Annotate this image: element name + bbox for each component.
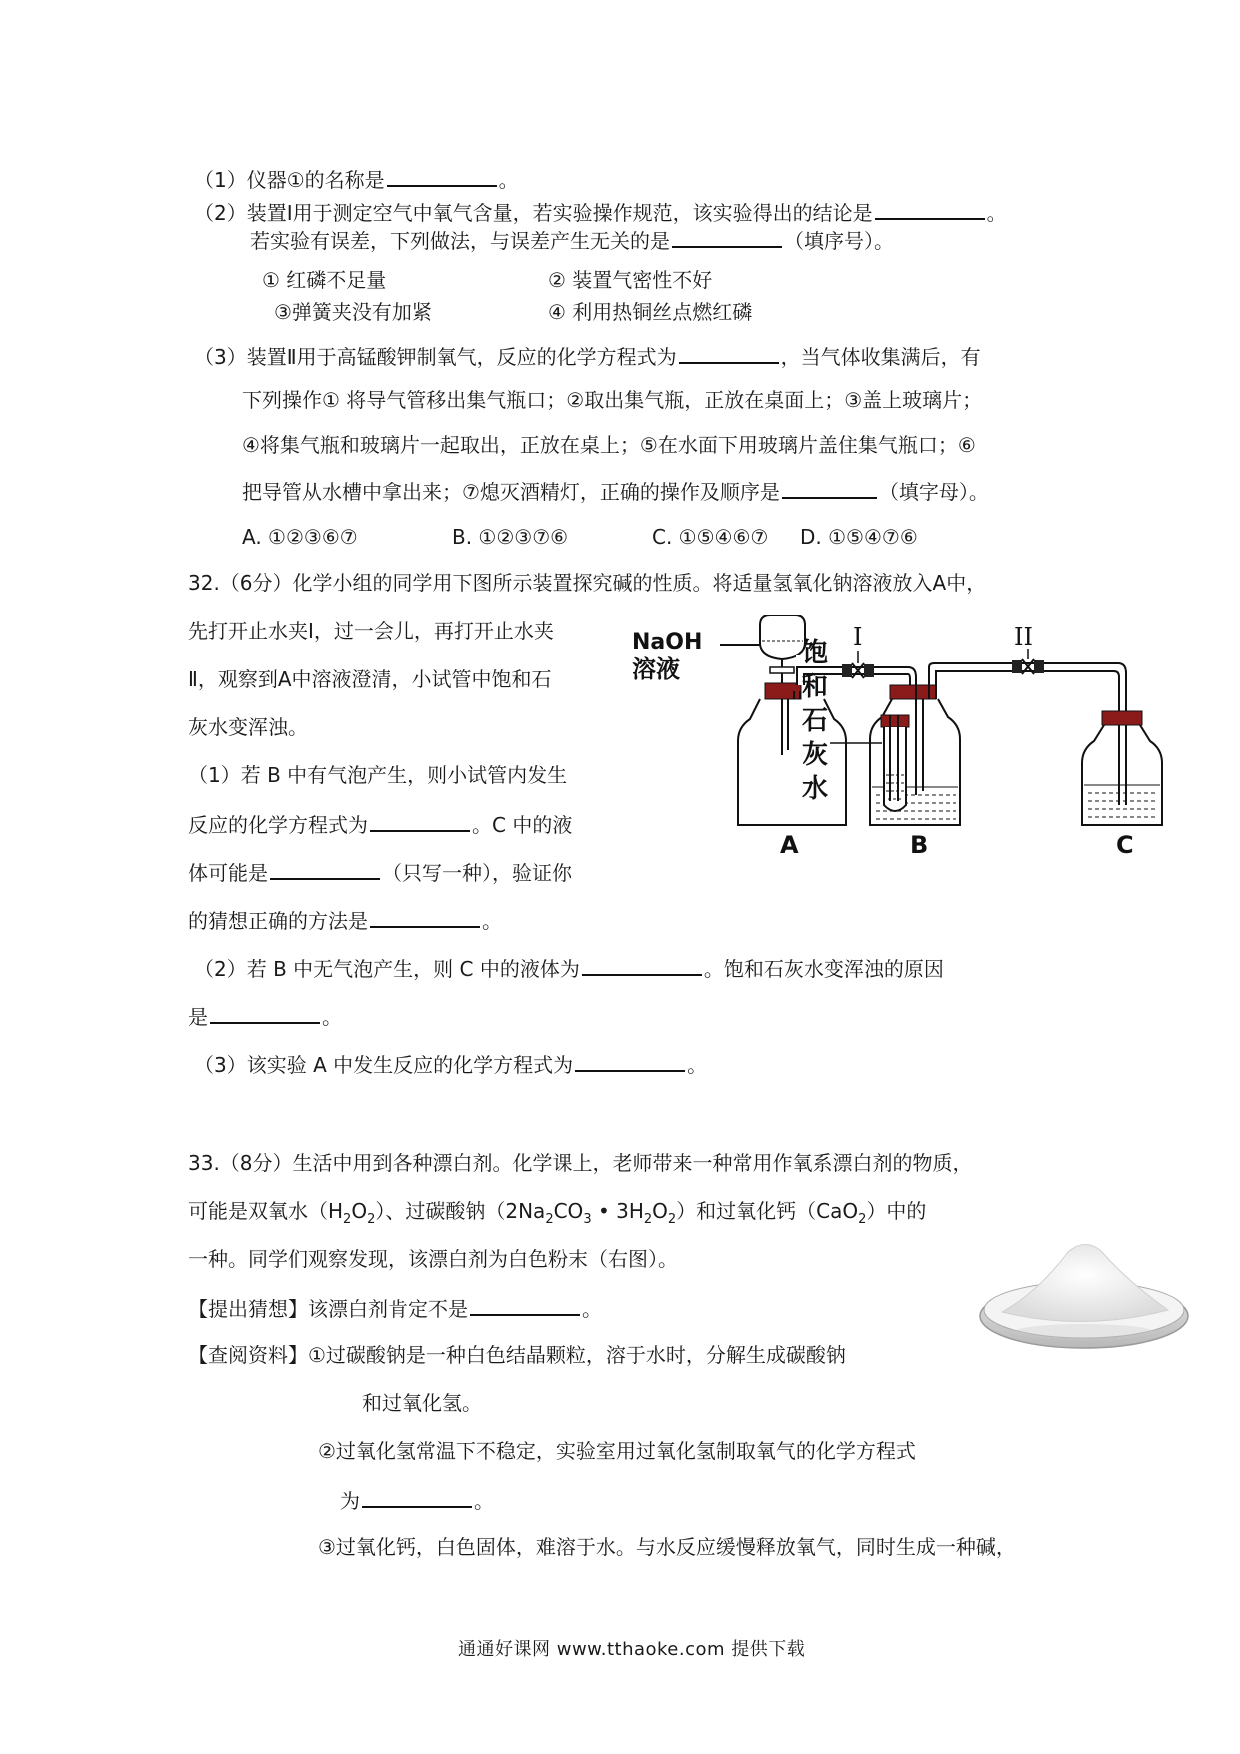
answer-blank[interactable] <box>387 163 497 187</box>
apparatus-detail <box>620 615 1180 865</box>
clamp-ii-label: II <box>1014 623 1033 651</box>
bottle-b <box>870 677 960 825</box>
answer-blank[interactable] <box>370 904 480 928</box>
q31-part1: （1）仪器①的名称是 。 <box>194 163 519 195</box>
answer-blank[interactable] <box>582 952 702 976</box>
q32-line9: （2）若 B 中无气泡产生，则 C 中的液体为 。饱和石灰水变浑浊的原因 <box>194 952 944 984</box>
q31-option-2: ② 装置气密性不好 <box>548 268 713 292</box>
q32-line10: 是 。 <box>188 1000 342 1032</box>
petri-dish-illustration <box>978 1232 1190 1354</box>
answer-blank[interactable] <box>575 1048 685 1072</box>
q31-option-4: ④ 利用热铜丝点燃红磷 <box>548 300 753 324</box>
answer-blank[interactable] <box>210 1000 320 1024</box>
answer-blank[interactable] <box>679 340 779 364</box>
q31-choice-d: D. ①⑤④⑦⑥ <box>800 525 918 549</box>
q32-line1: 32.（6分）化学小组的同学用下图所示装置探究碱的性质。将适量氢氧化钠溶液放入A中， <box>188 571 987 595</box>
answer-blank[interactable] <box>672 224 782 248</box>
label-char-3: 石 <box>802 706 829 736</box>
answer-blank[interactable] <box>270 856 380 880</box>
answer-blank[interactable] <box>782 475 877 499</box>
q33-line4: 【提出猜想】该漂白剂肯定不是 。 <box>188 1292 602 1324</box>
clamp-i-label: I <box>853 623 863 651</box>
q32-line8: 的猜想正确的方法是 。 <box>188 904 502 936</box>
q32-line6: 反应的化学方程式为 。C 中的液 <box>188 808 572 840</box>
answer-blank[interactable] <box>470 1292 580 1316</box>
answer-blank[interactable] <box>362 1484 472 1508</box>
q33-line1: 33.（8分）生活中用到各种漂白剂。化学课上，老师带来一种常用作氧系漂白剂的物质， <box>188 1151 973 1175</box>
q33-line8: 为 。 <box>340 1484 494 1516</box>
q31-choice-b: B. ①②③⑦⑥ <box>452 525 569 549</box>
label-char-1: 饱 <box>802 638 829 668</box>
q31-part2b: 若实验有误差，下列做法，与误差产生无关的是 （填序号）。 <box>250 224 894 256</box>
naoh-label: NaOH <box>632 630 703 655</box>
label-char-5: 水 <box>802 774 829 804</box>
bottle-c <box>1082 711 1162 825</box>
label-char-4: 灰 <box>802 740 829 770</box>
q31-part2a: （2）装置Ⅰ用于测定空气中氧气含量，若实验操作规范，该实验得出的结论是 。 <box>194 196 1007 228</box>
q33-line3: 一种。同学们观察发现，该漂白剂为白色粉末（右图）。 <box>188 1247 678 1271</box>
q32-line3: Ⅱ，观察到A中溶液澄清，小试管中饱和石 <box>188 667 552 691</box>
q31-option-3: ③弹簧夹没有加紧 <box>274 300 432 324</box>
q32-line5: （1）若 B 中有气泡产生，则小试管内发生 <box>188 763 568 787</box>
white-powder-dish-image <box>978 1232 1190 1354</box>
label-char-2: 和 <box>802 672 829 702</box>
label-b: B <box>910 831 929 859</box>
answer-blank[interactable] <box>875 196 985 220</box>
q33-line7: ②过氧化氢常温下不稳定，实验室用过氧化氢制取氧气的化学方程式 <box>318 1439 916 1463</box>
solution-label: 溶液 <box>632 655 680 683</box>
q33-line5: 【查阅资料】①过碳酸钠是一种白色结晶颗粒，溶于水时，分解生成碳酸钠 <box>188 1343 846 1367</box>
q32-line11: （3）该实验 A 中发生反应的化学方程式为 。 <box>194 1048 707 1080</box>
label-c: C <box>1116 831 1134 859</box>
label-a: A <box>780 831 799 859</box>
q32-line4: 灰水变浑浊。 <box>188 715 308 739</box>
q33-line2: 可能是双氧水$(H_2O_2)$、过碳酸钠（$2Na_2CO_3$ • $3H_2O_2$）和过氧化钙（CaO$_2$）中的 <box>188 1199 927 1227</box>
q31-option-1: ① 红磷不足量 <box>262 268 387 292</box>
q31-part3c: ④将集气瓶和玻璃片一起取出，正放在桌上；⑤在水面下用玻璃片盖住集气瓶口；⑥ <box>242 433 976 457</box>
q31-choice-a: A. ①②③⑥⑦ <box>242 525 358 549</box>
q33-line9: ③过氧化钙，白色固体，难溶于水。与水反应缓慢释放氧气，同时生成一种碱， <box>318 1535 1016 1559</box>
page-footer: 通通好课网 www.tthaoke.com 提供下载 <box>458 1639 806 1660</box>
q32-line2: 先打开止水夹Ⅰ，过一会儿，再打开止水夹 <box>188 619 554 643</box>
q31-part3b: 下列操作① 将导气管移出集气瓶口；②取出集气瓶，正放在桌面上；③盖上玻璃片； <box>242 388 983 412</box>
q31-part3a: （3）装置Ⅱ用于高锰酸钾制氧气，反应的化学方程式为 ，当气体收集满后，有 <box>194 340 981 372</box>
q32-line7: 体可能是 （只写一种），验证你 <box>188 856 572 888</box>
q31-part3d: 把导管从水槽中拿出来；⑦熄灭酒精灯，正确的操作及顺序是 （填字母）。 <box>242 475 989 507</box>
q31-choice-c: C. ①⑤④⑥⑦ <box>652 525 769 549</box>
answer-blank[interactable] <box>370 808 470 832</box>
apparatus-detail-svg <box>620 615 1180 865</box>
q33-line6: 和过氧化氢。 <box>362 1391 482 1415</box>
